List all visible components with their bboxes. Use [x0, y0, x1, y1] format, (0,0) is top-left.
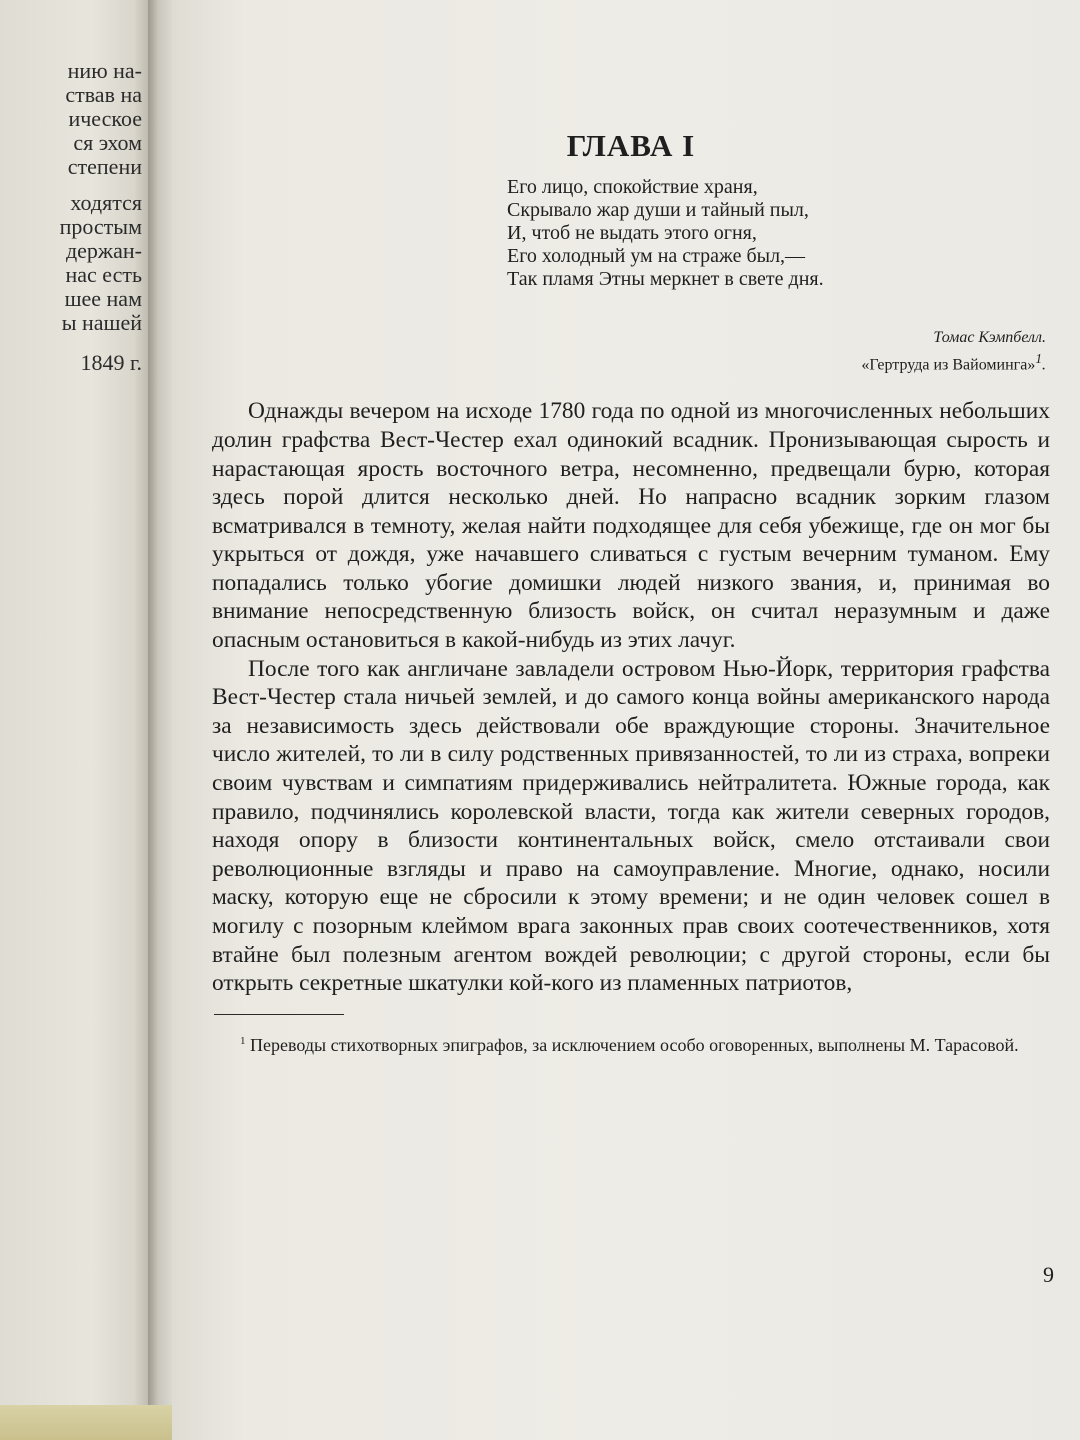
- epigraph-line: Так пламя Этны меркнет в свете дня.: [507, 268, 824, 290]
- page-number: 9: [1043, 1262, 1054, 1287]
- left-page-fragment: держан-: [65, 238, 142, 263]
- left-page-fragment: шее нам: [64, 286, 142, 311]
- footnote-reference: 1: [1035, 351, 1042, 366]
- previous-page-edge: [0, 0, 152, 1440]
- epigraph-line: Его лицо, спокойствие храня,: [507, 176, 758, 198]
- left-page-fragment: 1849 г.: [80, 350, 142, 375]
- left-page-fragment: ходятся: [70, 190, 142, 215]
- epigraph-source: «Гертруда из Вайоминга»$^1$.: [861, 351, 1046, 374]
- body-text: [212, 397, 1050, 997]
- paragraph: После того как англичане завладели островом Нью-Йорк, территория графства Вест-Честер стала ничьей землей, и до самого конца войны американского народа за независимость здесь действовали обе враждующие стороны. Значительное число жителей, то ли в силу родственных привязанностей, то ли из страха, вопреки своим чувствам и симпатиям придерживались нейтралитета. Южные города, как правило, подчинялись королевской власти, тогда как жители северных городов, находя опору в близости континентальных войск, смело отстаивали свои революционные взгляды и право на самоуправление. Многие, однако, носили маску, которую еще не сбросили к этому времени; и не один человек сошел в могилу с позорным клеймом врага законных прав своих соотечественников, хотя втайне был полезным агентом вождей революции; с другой стороны, если бы открыть секретные шкатулки кой-кого из пламенных патриотов,: [212, 655, 1050, 997]
- footnote-text: Переводы стихотворных эпиграфов, за исключением особо оговоренных, выполнены М. Тарасовой.: [250, 1034, 1019, 1055]
- paragraph: Однажды вечером на исходе 1780 года по одной из многочисленных небольших долин графства Вест-Честер ехал одинокий всадник. Пронизывающая сырость и нарастающая ярость восточного ветра, несомненно, предвещали бурю, которая здесь порой длится несколько дней. Но напрасно всадник зорким глазом всматривался в темноту, желая найти подходящее для себя убежище, где он мог бы укрыться от дождя, уже начавшего сливаться с густым вечерним туманом. Ему попадались только убогие домишки людей низкого звания, и, принимая во внимание непосредственную близость войск, он считал неразумным и даже опасным остановиться в какой-нибудь из этих лачуг.: [212, 398, 1050, 654]
- left-page-fragment: ся эхом: [73, 130, 142, 155]
- epigraph-attribution: [212, 327, 1050, 375]
- chapter-title: ГЛАВА I: [566, 128, 696, 163]
- left-page-fragment: нас есть: [65, 262, 142, 287]
- left-page-fragment: простым: [59, 214, 142, 239]
- epigraph-work: «Гертруда из Вайоминга»: [861, 356, 1036, 374]
- book-cover-edge: [0, 1405, 190, 1440]
- epigraph-line: Его холодный ум на страже был,—: [507, 245, 806, 267]
- left-page-fragment: нию на-: [67, 58, 142, 83]
- page-content: [212, 128, 1050, 1057]
- left-page-fragment: ическое: [68, 106, 142, 131]
- epigraph-author: Томас Кэмпбелл.: [933, 329, 1046, 346]
- footnote: [212, 1029, 1050, 1057]
- current-page: [172, 0, 1080, 1440]
- epigraph-line: Скрывало жар души и тайный пыл,: [507, 199, 809, 221]
- left-page-fragment: степени: [67, 154, 142, 179]
- epigraph-poem: [507, 176, 1050, 291]
- epigraph-line: И, чтоб не выдать этого огня,: [507, 222, 757, 244]
- footnote-mark: 1: [240, 1034, 246, 1047]
- footnote-divider: [214, 1014, 344, 1015]
- left-page-fragment: ствав на: [65, 82, 142, 107]
- left-page-fragment: ы нашей: [61, 310, 142, 335]
